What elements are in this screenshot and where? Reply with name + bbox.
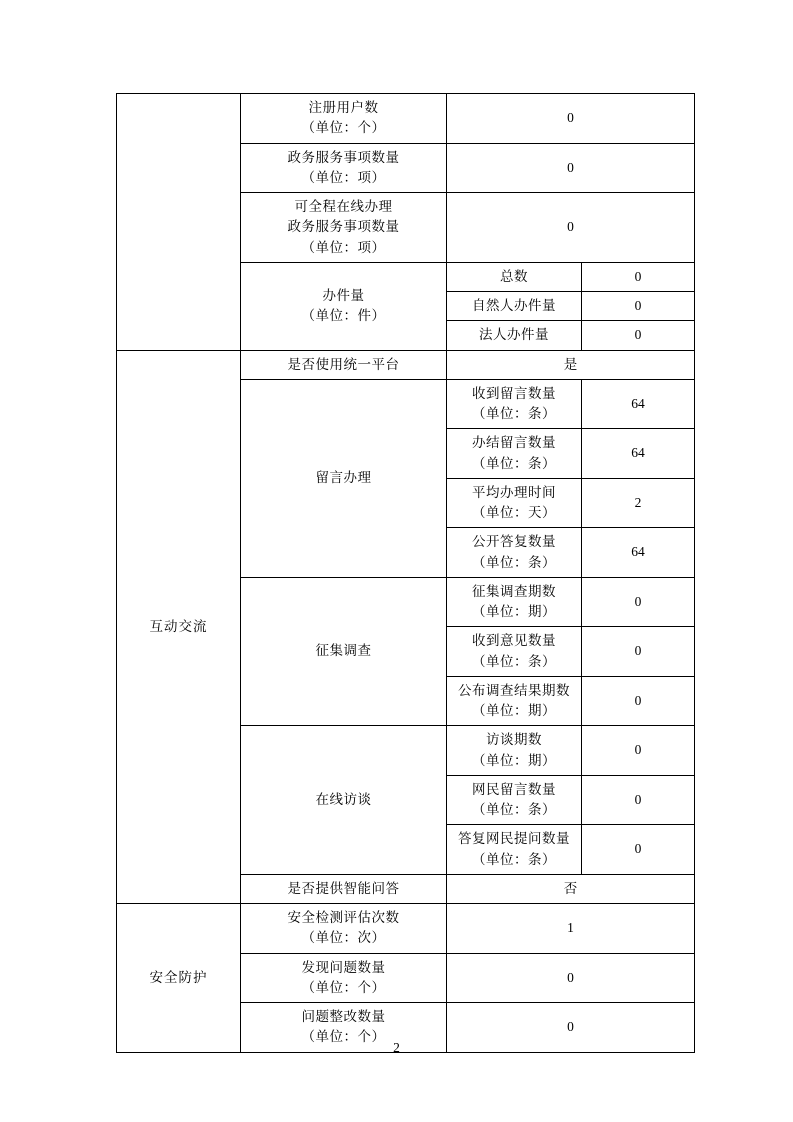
- label-issues-found: 发现问题数量 （单位：个）: [241, 953, 447, 1003]
- sublabel-messages-completed: 办结留言数量 （单位：条）: [447, 429, 582, 479]
- label-surveys: 征集调查: [241, 577, 447, 726]
- value-netizen-messages: 0: [582, 775, 695, 825]
- sublabel-published-survey-results: 公布调查结果期数 （单位：期）: [447, 676, 582, 726]
- value-natural-person-cases: 0: [582, 292, 695, 321]
- label-issues-rectified: 问题整改数量 （单位：个）: [241, 1003, 447, 1053]
- value-interview-periods: 0: [582, 726, 695, 776]
- category-cell-blank: [117, 94, 241, 351]
- value-issues-found: 0: [447, 953, 695, 1003]
- value-messages-received: 64: [582, 379, 695, 429]
- value-service-items-count: 0: [447, 143, 695, 193]
- label-online-interviews: 在线访谈: [241, 726, 447, 875]
- government-website-report-table: [116, 93, 695, 1053]
- value-survey-periods: 0: [582, 577, 695, 627]
- value-total-cases: 0: [582, 262, 695, 291]
- value-average-handling-time: 2: [582, 478, 695, 528]
- value-legal-person-cases: 0: [582, 321, 695, 350]
- value-issues-rectified: 0: [447, 1003, 695, 1053]
- value-netizen-replies: 0: [582, 825, 695, 875]
- label-fully-online-service-items: 可全程在线办理 政务服务事项数量 （单位：项）: [241, 193, 447, 263]
- category-interaction: 互动交流: [117, 350, 241, 904]
- value-messages-completed: 64: [582, 429, 695, 479]
- sublabel-netizen-messages: 网民留言数量 （单位：条）: [447, 775, 582, 825]
- value-public-replies: 64: [582, 528, 695, 578]
- value-fully-online-service-items: 0: [447, 193, 695, 263]
- label-unified-platform: 是否使用统一平台: [241, 350, 447, 379]
- label-message-handling: 留言办理: [241, 379, 447, 577]
- table-row: [117, 350, 695, 379]
- value-security-assessments: 1: [447, 904, 695, 954]
- sublabel-natural-person-cases: 自然人办件量: [447, 292, 582, 321]
- label-registered-users: 注册用户数 （单位：个）: [241, 94, 447, 144]
- value-smart-qa: 否: [447, 874, 695, 903]
- value-published-survey-results: 0: [582, 676, 695, 726]
- value-registered-users: 0: [447, 94, 695, 144]
- category-security: 安全防护: [117, 904, 241, 1053]
- label-smart-qa: 是否提供智能问答: [241, 874, 447, 903]
- label-security-assessments: 安全检测评估次数 （单位：次）: [241, 904, 447, 954]
- sublabel-survey-periods: 征集调查期数 （单位：期）: [447, 577, 582, 627]
- sublabel-interview-periods: 访谈期数 （单位：期）: [447, 726, 582, 776]
- value-unified-platform: 是: [447, 350, 695, 379]
- sublabel-public-replies: 公开答复数量 （单位：条）: [447, 528, 582, 578]
- table-row: [117, 904, 695, 954]
- sublabel-legal-person-cases: 法人办件量: [447, 321, 582, 350]
- table-row: [117, 94, 695, 144]
- label-processed-cases: 办件量 （单位：件）: [241, 262, 447, 350]
- sublabel-average-handling-time: 平均办理时间 （单位：天）: [447, 478, 582, 528]
- sublabel-total-cases: 总数: [447, 262, 582, 291]
- report-table-container: [116, 93, 694, 1053]
- page-number: 2: [393, 1040, 400, 1055]
- sublabel-netizen-replies: 答复网民提问数量 （单位：条）: [447, 825, 582, 875]
- sublabel-opinions-received: 收到意见数量 （单位：条）: [447, 627, 582, 677]
- sublabel-messages-received: 收到留言数量 （单位：条）: [447, 379, 582, 429]
- value-opinions-received: 0: [582, 627, 695, 677]
- label-service-items-count: 政务服务事项数量 （单位：项）: [241, 143, 447, 193]
